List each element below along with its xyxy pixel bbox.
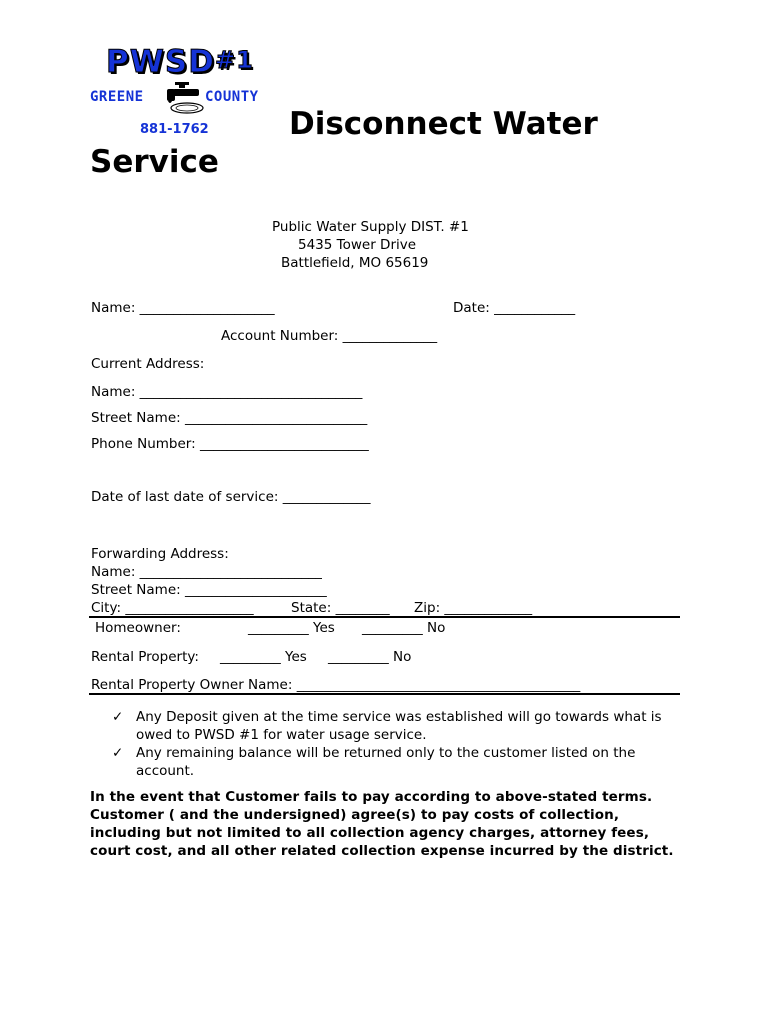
- divider-bottom: [89, 693, 680, 695]
- address-line-3: Battlefield, MO 65619: [281, 255, 429, 271]
- street-name-field[interactable]: Street Name: ___________________________: [91, 410, 368, 426]
- current-address-label: Current Address:: [91, 356, 205, 372]
- rental-owner-name-field[interactable]: Rental Property Owner Name: __________________________________________: [91, 677, 581, 693]
- forwarding-state-field[interactable]: State: ________: [291, 600, 390, 616]
- name-field[interactable]: Name: ____________________: [91, 300, 275, 316]
- faucet-icon: [165, 80, 209, 116]
- forwarding-address-label: Forwarding Address:: [91, 546, 229, 562]
- rental-property-label: Rental Property:: [91, 649, 199, 665]
- rental-yes-field[interactable]: _________ Yes: [220, 649, 307, 665]
- collection-terms: In the event that Customer fails to pay according to above-stated terms. Customer ( and the undersigned) agree(s) to pay costs of collection, including but not limited to all collection agency charges, attorney fees, court cost, and all other related collection expense incurred by the district.: [90, 789, 674, 859]
- page-title-line2: Service: [90, 144, 219, 180]
- check-icon: ✓: [112, 709, 124, 725]
- logo-left-text: GREENE: [90, 89, 144, 105]
- logo-main-text: PWSD$^{\#1}$: [106, 44, 254, 80]
- phone-number-field[interactable]: Phone Number: _________________________: [91, 436, 369, 452]
- divider-top: [89, 616, 680, 618]
- current-name-field[interactable]: Name: _________________________________: [91, 384, 363, 400]
- bullet-text: Any Deposit given at the time service was established will go towards what is owed to PWSD #1 for water usage service.: [136, 709, 662, 743]
- rental-no-field[interactable]: _________ No: [328, 649, 412, 665]
- forwarding-street-field[interactable]: Street Name: _____________________: [91, 582, 327, 598]
- homeowner-yes-field[interactable]: _________ Yes: [248, 620, 335, 636]
- account-number-field[interactable]: Account Number: ______________: [221, 328, 438, 344]
- page-title-line1: Disconnect Water: [289, 106, 598, 142]
- date-field[interactable]: Date: ____________: [453, 300, 576, 316]
- homeowner-label: Homeowner:: [95, 620, 181, 636]
- bullet-text: Any remaining balance will be returned only to the customer listed on the account.: [136, 745, 636, 779]
- address-line-1: Public Water Supply DIST. #1: [272, 219, 469, 235]
- last-service-date-field[interactable]: Date of last date of service: _____________: [91, 489, 371, 505]
- logo-sup: #1: [214, 46, 254, 74]
- logo-phone: 881-1762: [140, 122, 209, 137]
- forwarding-city-field[interactable]: City: ___________________: [91, 600, 254, 616]
- check-icon: ✓: [112, 745, 124, 761]
- logo-right-text: COUNTY: [205, 89, 259, 105]
- pwsd-logo: [88, 42, 278, 142]
- homeowner-no-field[interactable]: _________ No: [362, 620, 446, 636]
- forwarding-name-field[interactable]: Name: ___________________________: [91, 564, 322, 580]
- address-line-2: 5435 Tower Drive: [298, 237, 417, 253]
- forwarding-zip-field[interactable]: Zip: _____________: [414, 600, 533, 616]
